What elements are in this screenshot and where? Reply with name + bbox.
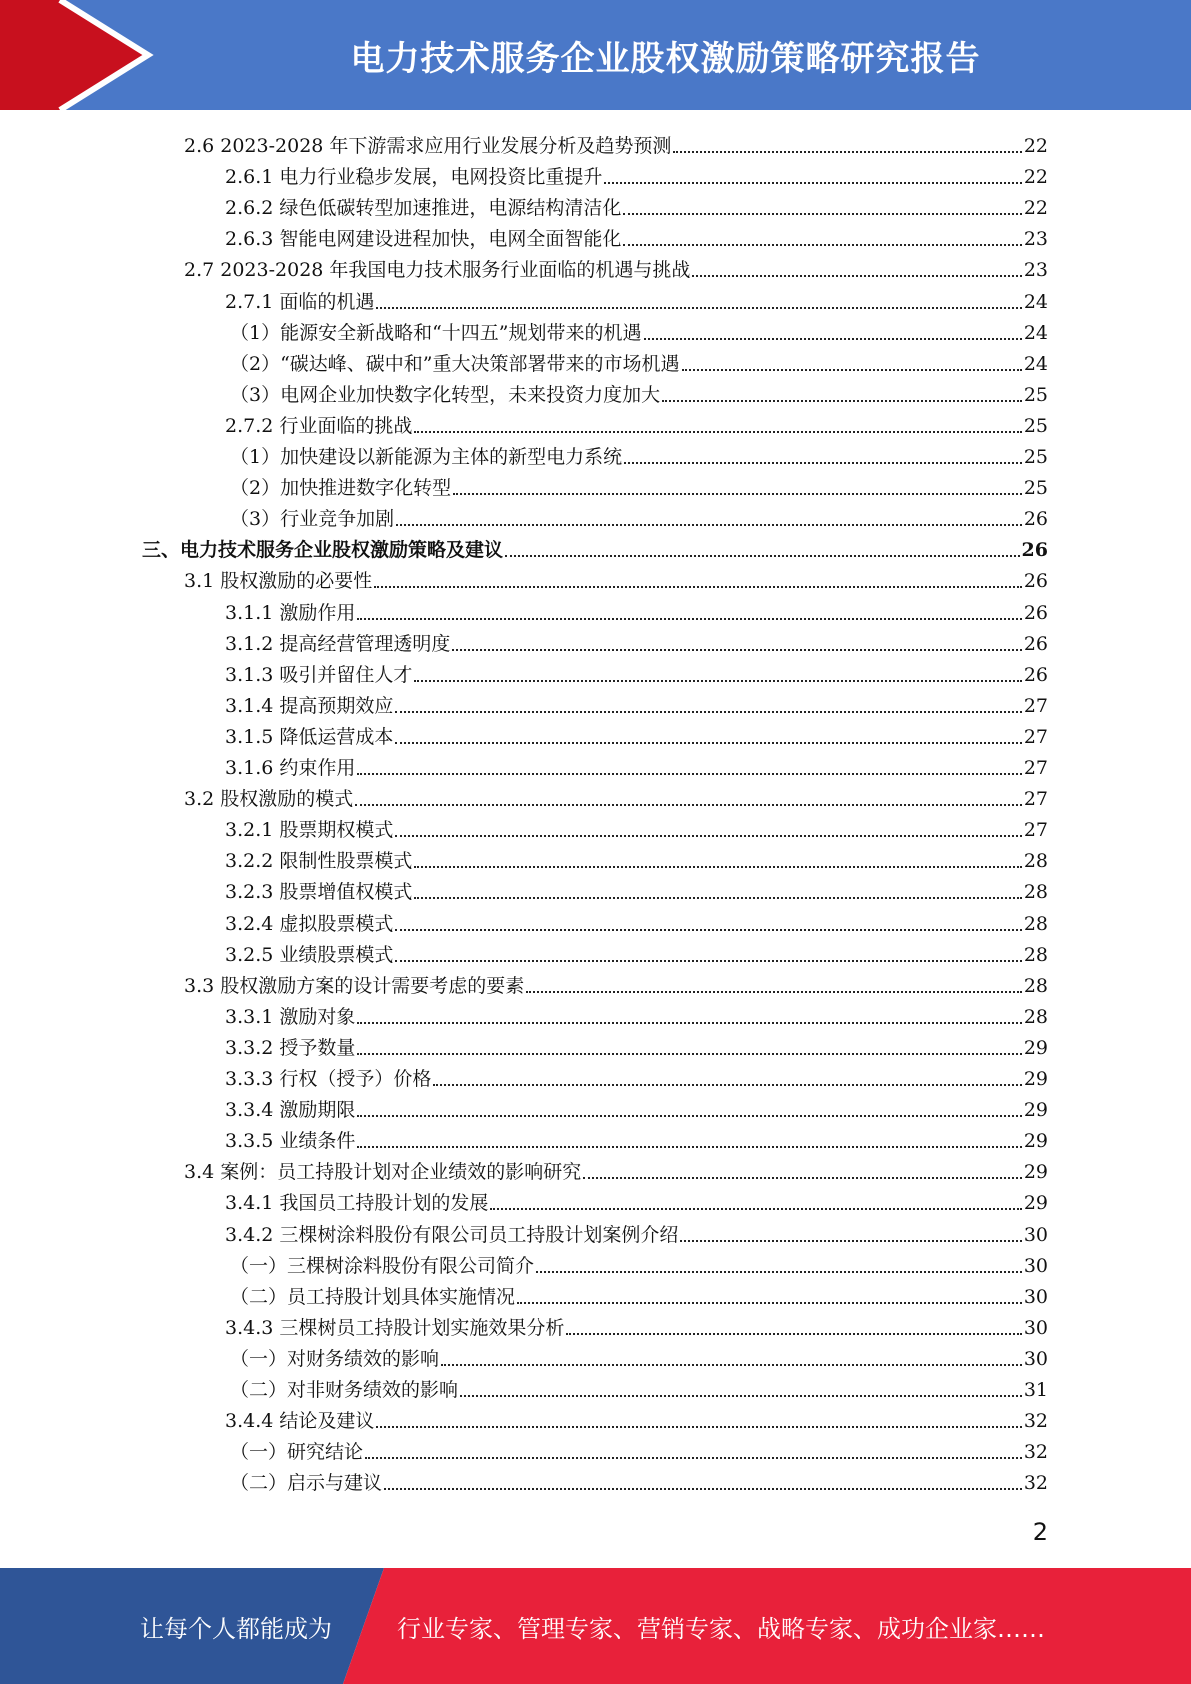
toc-entry-label: 三、电力技术服务企业股权激励策略及建议	[142, 539, 504, 562]
toc-entry-page: 27	[1023, 788, 1048, 811]
toc-entry[interactable]	[230, 1371, 1048, 1402]
arrow-logo-icon	[0, 0, 160, 110]
toc-entry-label: 2.7 2023-2028 年我国电力技术服务行业面临的机遇与挑战	[184, 259, 691, 282]
toc-entry-label: 3.1.3 吸引并留住人才	[225, 663, 413, 686]
toc-entry-label: 3.1.6 约束作用	[225, 757, 356, 779]
toc-entry[interactable]	[225, 625, 1048, 656]
toc-entry-page: 23	[1023, 259, 1048, 282]
toc-entry-label: 3.4.2 三棵树涂料股份有限公司员工持股计划案例介绍	[225, 1223, 679, 1246]
toc-entry[interactable]	[225, 594, 1048, 625]
toc-entry[interactable]	[225, 1402, 1048, 1433]
toc-dot-leader	[395, 741, 1021, 744]
toc-dot-leader	[374, 585, 1022, 588]
toc-entry[interactable]	[225, 1216, 1048, 1247]
toc-entry-page: 26	[1021, 539, 1048, 562]
toc-entry-label: 3.1.4 提高预期效应	[225, 694, 394, 717]
toc-entry-page: 28	[1023, 881, 1048, 904]
toc-entry-page: 24	[1023, 290, 1048, 313]
toc-dot-leader	[680, 1239, 1021, 1242]
toc-dot-leader	[357, 1021, 1021, 1024]
toc-entry-page: 32	[1023, 1410, 1048, 1433]
toc-entry[interactable]	[225, 1184, 1048, 1215]
toc-entry[interactable]	[184, 1153, 1048, 1184]
toc-dot-leader	[682, 368, 1022, 371]
toc-entry-page: 27	[1023, 757, 1048, 779]
toc-entry-label: 3.1.5 降低运营成本	[225, 725, 394, 748]
header-bar	[0, 0, 1191, 110]
toc-entry-label: 3.4.3 三棵树员工持股计划实施效果分析	[225, 1316, 565, 1339]
toc-entry-label: 2.7.2 行业面临的挑战	[225, 414, 413, 437]
toc-entry[interactable]	[225, 749, 1048, 780]
footer-slogan-left: 让每个人都能成为	[140, 1614, 332, 1643]
toc-entry-label: 3.1 股权激励的必要性	[184, 570, 373, 593]
toc-entry-page: 29	[1023, 1192, 1048, 1215]
toc-entry-label: 3.1.2 提高经营管理透明度	[225, 632, 451, 655]
toc-entry-page: 27	[1023, 694, 1048, 717]
toc-entry-page: 30	[1023, 1285, 1048, 1308]
toc-entry-label: 3.3.3 行权（授予）价格	[225, 1068, 432, 1090]
toc-entry[interactable]	[225, 189, 1048, 220]
toc-dot-leader	[414, 679, 1021, 682]
toc-entry[interactable]	[230, 376, 1048, 407]
toc-entry[interactable]	[142, 531, 1048, 562]
toc-entry-label: （二）对非财务绩效的影响	[230, 1379, 459, 1401]
document-title: 电力技术服务企业股权激励策略研究报告	[350, 38, 981, 79]
toc-entry-label: 3.3.4 激励期限	[225, 1099, 356, 1122]
toc-entry-page: 27	[1023, 819, 1048, 842]
toc-dot-leader	[414, 865, 1021, 868]
toc-entry-label: （一）三棵树涂料股份有限公司简介	[230, 1254, 535, 1277]
toc-entry-label: 3.3.1 激励对象	[225, 1005, 356, 1028]
toc-entry[interactable]	[230, 1464, 1048, 1495]
toc-entry-label: 3.3.2 授予数量	[225, 1036, 356, 1059]
toc-entry-label: 3.1.1 激励作用	[225, 601, 356, 624]
toc-entry-label: （一）对财务绩效的影响	[230, 1347, 440, 1370]
toc-entry-label: （3）行业竞争加剧	[230, 508, 395, 531]
toc-dot-leader	[662, 399, 1022, 402]
toc-dot-leader	[376, 306, 1021, 309]
toc-entry[interactable]	[230, 469, 1048, 500]
toc-dot-leader	[357, 617, 1021, 620]
toc-entry-page: 28	[1023, 943, 1048, 966]
toc-entry-label: （1）加快建设以新能源为主体的新型电力系统	[230, 446, 623, 468]
toc-dot-leader	[460, 1394, 1022, 1397]
toc-entry-label: （1）能源安全新战略和“十四五”规划带来的机遇	[230, 321, 642, 344]
toc-entry[interactable]	[184, 967, 1048, 998]
footer-slogan-right: 行业专家、管理专家、营销专家、战略专家、成功企业家……	[397, 1614, 1045, 1643]
toc-dot-leader	[644, 337, 1022, 340]
toc-entry-page: 29	[1023, 1068, 1048, 1090]
toc-entry-label: （二）员工持股计划具体实施情况	[230, 1285, 516, 1308]
toc-dot-leader	[384, 1487, 1022, 1490]
toc-entry[interactable]	[225, 1091, 1048, 1122]
toc-dot-leader	[692, 274, 1021, 277]
toc-entry-page: 29	[1023, 1099, 1048, 1122]
toc-entry[interactable]	[225, 158, 1048, 189]
toc-entry[interactable]	[225, 1060, 1048, 1091]
toc-entry-label: 3.4.1 我国员工持股计划的发展	[225, 1192, 489, 1215]
toc-dot-leader	[441, 1363, 1022, 1366]
toc-entry-label: 3.2.3 股票增值权模式	[225, 881, 413, 904]
toc-dot-leader	[623, 212, 1021, 215]
toc-entry[interactable]	[225, 873, 1048, 904]
toc-entry-page: 25	[1023, 414, 1048, 437]
toc-entry-page: 28	[1023, 850, 1048, 873]
toc-dot-leader	[566, 1332, 1021, 1335]
toc-entry-label: 3.2.2 限制性股票模式	[225, 850, 413, 873]
toc-entry-page: 30	[1023, 1254, 1048, 1277]
toc-dot-leader	[396, 523, 1022, 526]
toc-entry[interactable]	[225, 687, 1048, 718]
toc-dot-leader	[395, 710, 1021, 713]
toc-dot-leader	[453, 492, 1022, 495]
toc-entry-page: 30	[1023, 1316, 1048, 1339]
toc-entry[interactable]	[230, 1340, 1048, 1371]
toc-entry[interactable]	[230, 438, 1048, 469]
page-number: 2	[1032, 1518, 1048, 1546]
toc-entry[interactable]	[225, 718, 1048, 749]
toc-dot-leader	[357, 772, 1021, 775]
toc-dot-leader	[365, 1456, 1022, 1459]
toc-entry-label: 2.6.2 绿色低碳转型加速推进，电源结构清洁化	[225, 197, 622, 220]
toc-entry-label: 3.4 案例：员工持股计划对企业绩效的影响研究	[184, 1161, 582, 1184]
footer-banner	[0, 1568, 1191, 1684]
toc-entry-page: 25	[1023, 477, 1048, 500]
toc-entry[interactable]	[225, 936, 1048, 967]
toc-entry[interactable]	[225, 811, 1048, 842]
toc-entry[interactable]	[225, 656, 1048, 687]
toc-entry-label: 3.2.5 业绩股票模式	[225, 943, 394, 966]
toc-entry-page: 32	[1023, 1441, 1048, 1464]
toc-entry[interactable]	[225, 905, 1048, 936]
toc-entry[interactable]	[230, 1433, 1048, 1464]
toc-entry[interactable]	[225, 220, 1048, 251]
toc-entry-page: 22	[1023, 197, 1048, 220]
toc-entry[interactable]	[225, 1309, 1048, 1340]
toc-entry[interactable]	[184, 127, 1048, 158]
toc-entry-label: （二）启示与建议	[230, 1472, 383, 1495]
toc-entry-page: 26	[1023, 508, 1048, 531]
toc-entry-label: （2）“碳达峰、碳中和”重大决策部署带来的市场机遇	[230, 352, 680, 375]
toc-dot-leader	[604, 181, 1021, 184]
toc-dot-leader	[395, 959, 1021, 962]
toc-entry[interactable]	[225, 283, 1048, 314]
toc-dot-leader	[490, 1207, 1021, 1210]
toc-dot-leader	[624, 461, 1022, 464]
toc-dot-leader	[414, 896, 1021, 899]
toc-entry-page: 30	[1023, 1347, 1048, 1370]
toc-entry[interactable]	[184, 780, 1048, 811]
toc-entry-label: （3）电网企业加快数字化转型，未来投资力度加大	[230, 383, 661, 406]
toc-entry-page: 25	[1023, 446, 1048, 468]
toc-dot-leader	[395, 834, 1021, 837]
toc-entry-label: 3.2.4 虚拟股票模式	[225, 912, 394, 935]
toc-dot-leader	[355, 803, 1022, 806]
toc-entry-page: 29	[1023, 1130, 1048, 1153]
toc-entry-label: 3.2.1 股票期权模式	[225, 819, 394, 842]
toc-entry[interactable]	[225, 842, 1048, 873]
toc-dot-leader	[357, 1114, 1021, 1117]
toc-dot-leader	[357, 1145, 1021, 1148]
toc-entry[interactable]	[225, 1029, 1048, 1060]
toc-entry-label: 3.3.5 业绩条件	[225, 1130, 356, 1153]
toc-entry[interactable]	[184, 251, 1048, 282]
toc-entry-label: 3.3 股权激励方案的设计需要考虑的要素	[184, 974, 525, 997]
toc-entry[interactable]	[184, 562, 1048, 593]
toc-dot-leader	[526, 990, 1022, 993]
toc-dot-leader	[536, 1270, 1022, 1273]
toc-entry-label: 2.6 2023-2028 年下游需求应用行业发展分析及趋势预测	[184, 135, 672, 157]
toc-entry-page: 32	[1023, 1472, 1048, 1495]
toc-entry[interactable]	[225, 407, 1048, 438]
toc-entry[interactable]	[230, 1247, 1048, 1278]
toc-entry-label: （2）加快推进数字化转型	[230, 477, 452, 500]
toc-entry-page: 28	[1023, 974, 1048, 997]
toc-entry-page: 24	[1023, 352, 1048, 375]
toc-dot-leader	[452, 648, 1021, 651]
toc-entry-page: 25	[1023, 383, 1048, 406]
toc-entry-page: 26	[1023, 632, 1048, 655]
toc-dot-leader	[395, 928, 1021, 931]
toc-dot-leader	[583, 1176, 1022, 1179]
toc-entry-label: 2.6.3 智能电网建设进程加快，电网全面智能化	[225, 228, 622, 251]
toc-dot-leader	[357, 1052, 1021, 1055]
toc-entry-label: 2.7.1 面临的机遇	[225, 290, 375, 313]
toc-entry-label: 3.4.4 结论及建议	[225, 1410, 375, 1433]
toc-entry[interactable]	[225, 1122, 1048, 1153]
toc-entry-page: 24	[1023, 321, 1048, 344]
toc-entry[interactable]	[230, 1278, 1048, 1309]
toc-entry[interactable]	[230, 314, 1048, 345]
toc-entry-page: 27	[1023, 725, 1048, 748]
toc-dot-leader	[376, 1425, 1021, 1428]
toc-entry-page: 30	[1023, 1223, 1048, 1246]
toc-entry-page: 28	[1023, 1005, 1048, 1028]
toc-entry[interactable]	[230, 500, 1048, 531]
toc-dot-leader	[414, 430, 1021, 433]
toc-entry-page: 26	[1023, 663, 1048, 686]
toc-dot-leader	[433, 1083, 1021, 1086]
toc-entry-page: 31	[1023, 1379, 1048, 1401]
toc-entry-page: 28	[1023, 912, 1048, 935]
toc-entry[interactable]	[230, 345, 1048, 376]
toc-dot-leader	[623, 243, 1021, 246]
toc-dot-leader	[673, 150, 1021, 153]
toc-dot-leader	[517, 1301, 1022, 1304]
toc-entry[interactable]	[225, 998, 1048, 1029]
toc-entry-page: 22	[1023, 135, 1048, 157]
toc-entry-label: 3.2 股权激励的模式	[184, 788, 354, 811]
toc-entry-label: （一）研究结论	[230, 1441, 364, 1464]
toc-dot-leader	[505, 554, 1020, 557]
toc-entry-label: 2.6.1 电力行业稳步发展，电网投资比重提升	[225, 166, 603, 189]
toc-entry-page: 26	[1023, 601, 1048, 624]
toc-entry-page: 26	[1023, 570, 1048, 593]
toc-entry-page: 23	[1023, 228, 1048, 251]
toc-entry-page: 29	[1023, 1036, 1048, 1059]
toc-entry-page: 22	[1023, 166, 1048, 189]
arrow-red-shape	[0, 0, 148, 110]
toc-entry-page: 29	[1023, 1161, 1048, 1184]
